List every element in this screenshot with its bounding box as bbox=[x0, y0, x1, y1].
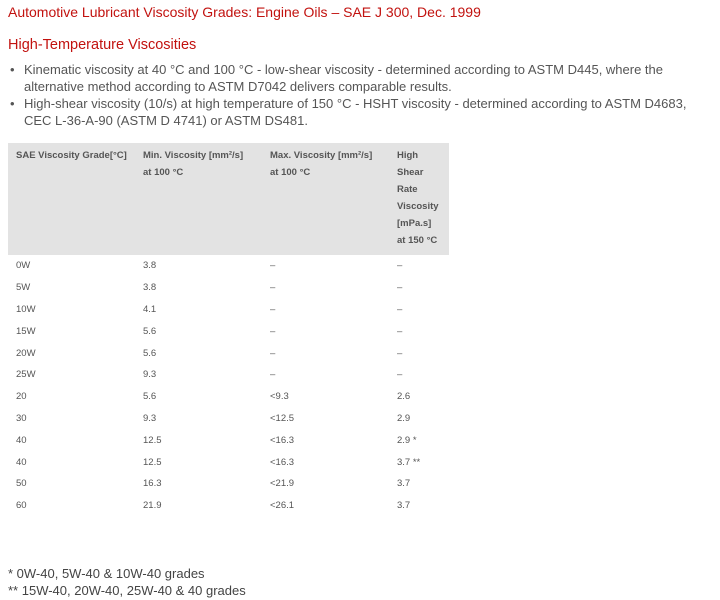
min-viscosity-cell: 3.8 bbox=[143, 282, 157, 294]
table-row bbox=[8, 299, 449, 321]
min-viscosity-cell: 12.5 bbox=[143, 456, 162, 468]
min-viscosity-cell: 9.3 bbox=[143, 412, 157, 424]
max-viscosity-cell: <9.3 bbox=[270, 391, 289, 403]
sae-grade-cell: 30 bbox=[16, 412, 27, 424]
footnote-single-star: * 0W-40, 5W-40 & 10W-40 grades bbox=[8, 566, 205, 581]
min-viscosity-cell: 12.5 bbox=[143, 434, 162, 446]
max-viscosity-cell: – bbox=[270, 260, 276, 272]
footnote-double-star: ** 15W-40, 20W-40, 25W-40 & 40 grades bbox=[8, 583, 246, 598]
header-sae-grade: SAE Viscosity Grade[°C] bbox=[8, 143, 135, 255]
sae-grade-cell: 15W bbox=[16, 325, 36, 337]
max-viscosity-cell: – bbox=[270, 347, 276, 359]
hsht-viscosity-cell: – bbox=[397, 325, 403, 337]
hsht-viscosity-cell: 2.9 * bbox=[397, 434, 417, 446]
table-body bbox=[8, 255, 449, 517]
min-viscosity-cell: 16.3 bbox=[143, 478, 162, 490]
min-viscosity-cell: 5.6 bbox=[143, 347, 157, 359]
hsht-viscosity-cell: – bbox=[397, 303, 403, 315]
bullet-dot-icon: • bbox=[10, 62, 15, 77]
min-viscosity-cell: 5.6 bbox=[143, 325, 157, 337]
footnotes bbox=[8, 565, 246, 599]
max-viscosity-cell: <26.1 bbox=[270, 500, 295, 512]
bullet-item bbox=[8, 95, 714, 129]
bullet-text: Kinematic viscosity at 40 °C and 100 °C - low-shear viscosity - determined according to ASTM D445, where the alternative method according to ASTM D7042 delivers comparable results. bbox=[24, 62, 664, 94]
sae-grade-cell: 60 bbox=[16, 500, 27, 512]
table-row bbox=[8, 495, 449, 517]
max-viscosity-cell: – bbox=[270, 303, 276, 315]
sae-grade-cell: 0W bbox=[16, 260, 31, 272]
sae-grade-cell: 10W bbox=[16, 303, 36, 315]
max-viscosity-cell: – bbox=[270, 282, 276, 294]
section-title: High-Temperature Viscosities bbox=[8, 37, 197, 53]
table-row bbox=[8, 342, 449, 364]
sae-grade-cell: 20 bbox=[16, 391, 27, 403]
header-max-viscosity: Max. Viscosity [mm²/s] at 100 °C bbox=[262, 143, 389, 255]
viscosity-table bbox=[8, 143, 449, 517]
hsht-viscosity-cell: – bbox=[397, 260, 403, 272]
sae-grade-cell: 50 bbox=[16, 478, 27, 490]
min-viscosity-cell: 21.9 bbox=[143, 500, 162, 512]
sae-grade-cell: 40 bbox=[16, 456, 27, 468]
bullet-text: High-shear viscosity (10/s) at high temperature of 150 °C - HSHT viscosity - determined according to ASTM D4683, CEC L-36-A-90 (ASTM D 4741) or ASTM DS481. bbox=[24, 96, 687, 128]
table-row bbox=[8, 451, 449, 473]
table-row bbox=[8, 255, 449, 277]
header-min-viscosity: Min. Viscosity [mm²/s] at 100 °C bbox=[135, 143, 262, 255]
page-title: Automotive Lubricant Viscosity Grades: Engine Oils – SAE J 300, Dec. 1999 bbox=[8, 4, 481, 20]
bullet-item bbox=[8, 61, 714, 95]
max-viscosity-cell: <12.5 bbox=[270, 412, 295, 424]
max-viscosity-cell: <21.9 bbox=[270, 478, 295, 490]
hsht-viscosity-cell: 3.7 bbox=[397, 500, 411, 512]
bullet-dot-icon: • bbox=[10, 96, 15, 111]
sae-grade-cell: 25W bbox=[16, 369, 36, 381]
sae-grade-cell: 20W bbox=[16, 347, 36, 359]
hsht-viscosity-cell: – bbox=[397, 347, 403, 359]
header-hsht-viscosity: High Shear Rate Viscosity [mPa.s] at 150 °C bbox=[389, 143, 449, 255]
min-viscosity-cell: 4.1 bbox=[143, 303, 157, 315]
table-row bbox=[8, 386, 449, 408]
table-row bbox=[8, 473, 449, 495]
max-viscosity-cell: – bbox=[270, 369, 276, 381]
hsht-viscosity-cell: – bbox=[397, 282, 403, 294]
sae-grade-cell: 40 bbox=[16, 434, 27, 446]
hsht-viscosity-cell: 3.7 ** bbox=[397, 456, 421, 468]
max-viscosity-cell: <16.3 bbox=[270, 456, 295, 468]
min-viscosity-cell: 9.3 bbox=[143, 369, 157, 381]
table-header-row bbox=[8, 143, 449, 255]
max-viscosity-cell: <16.3 bbox=[270, 434, 295, 446]
table-row bbox=[8, 429, 449, 451]
hsht-viscosity-cell: 2.6 bbox=[397, 391, 411, 403]
table-row bbox=[8, 320, 449, 342]
table-row bbox=[8, 364, 449, 386]
table-row bbox=[8, 277, 449, 299]
hsht-viscosity-cell: 3.7 bbox=[397, 478, 411, 490]
min-viscosity-cell: 3.8 bbox=[143, 260, 157, 272]
bullet-list bbox=[8, 61, 714, 129]
min-viscosity-cell: 5.6 bbox=[143, 391, 157, 403]
sae-grade-cell: 5W bbox=[16, 282, 31, 294]
table-row bbox=[8, 408, 449, 430]
max-viscosity-cell: – bbox=[270, 325, 276, 337]
hsht-viscosity-cell: 2.9 bbox=[397, 412, 411, 424]
hsht-viscosity-cell: – bbox=[397, 369, 403, 381]
